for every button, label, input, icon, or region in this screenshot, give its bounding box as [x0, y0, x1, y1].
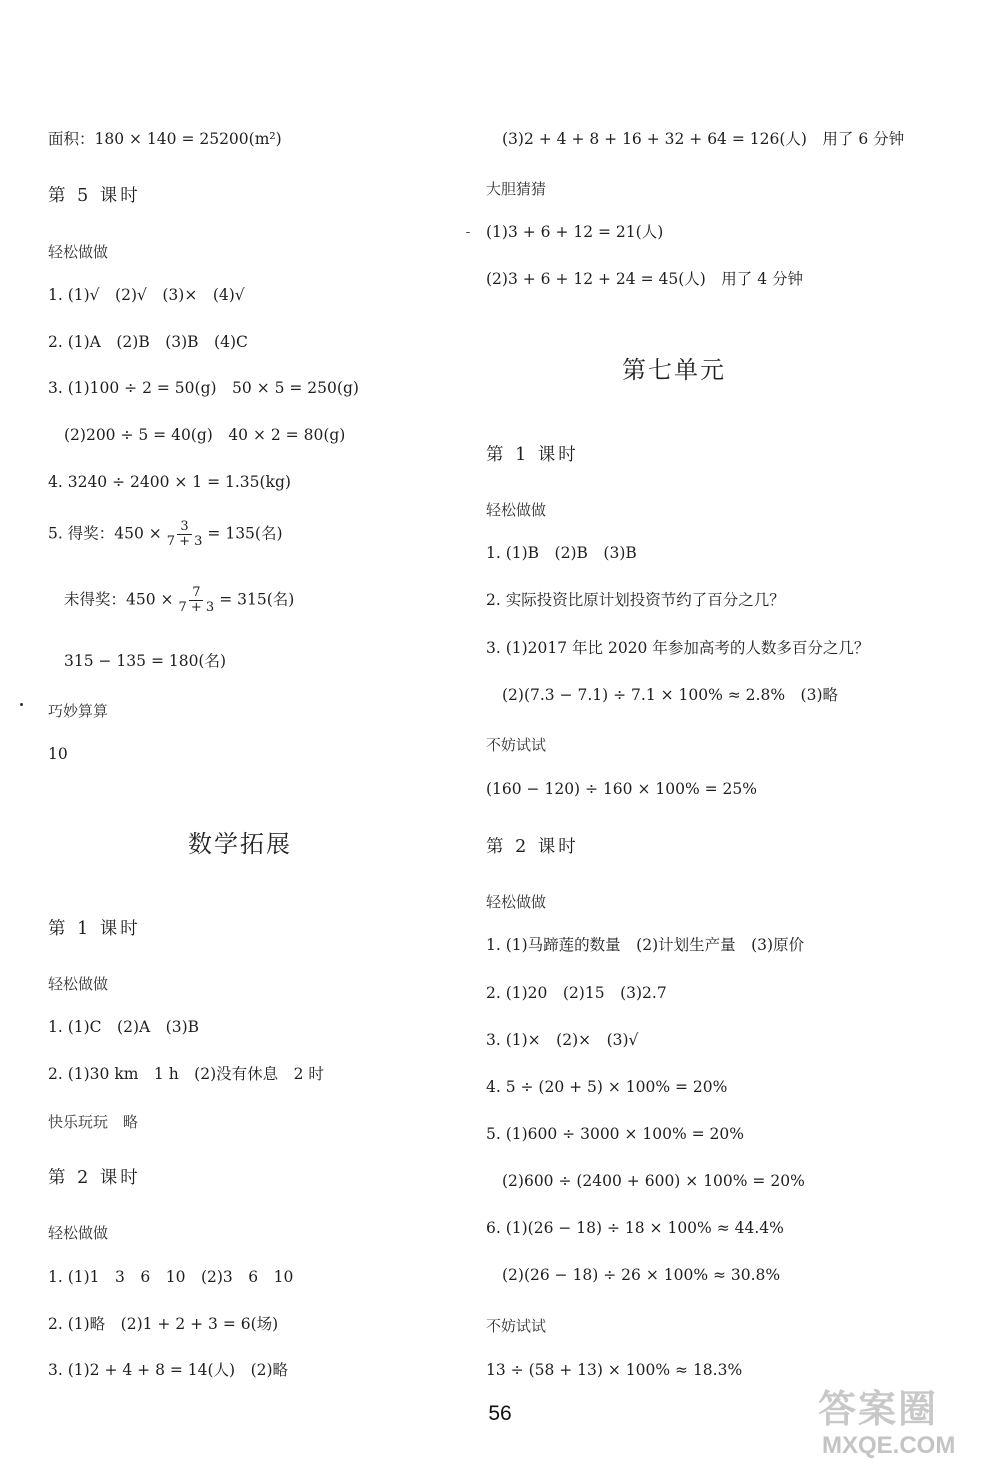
scan-speck	[20, 703, 23, 706]
answer-line: 2. 实际投资比原计划投资节约了百分之几？	[486, 591, 785, 609]
fraction-prefix: 未得奖：450 ×	[64, 590, 174, 609]
answer-line: 3. (1)× (2)× (3)√	[486, 1031, 639, 1049]
answer-line: 13 ÷ (58 + 13) × 100% ≈ 18.3%	[486, 1361, 743, 1379]
scan-speck	[466, 232, 470, 233]
answer-line: 2. (1)A (2)B (3)B (4)C	[48, 333, 248, 351]
answer-line: (1)3 + 6 + 12 = 21(人)	[486, 223, 664, 241]
answer-line: 2. (1)30 km 1 h (2)没有休息 2 时	[48, 1065, 324, 1083]
left-column	[48, 0, 508, 1400]
unit-title-math-extension: 数学拓展	[188, 830, 292, 858]
section-try-it: 不妨试试	[486, 736, 547, 754]
fraction-prefix: 5. 得奖：450 ×	[48, 524, 162, 543]
answer-line: 4. 5 ÷ (20 + 5) × 100% = 20%	[486, 1078, 728, 1096]
lesson-1-title: 第 1 课时	[48, 919, 141, 939]
answer-line: 3. (1)2 + 4 + 8 = 14(人) (2)略	[48, 1361, 289, 1379]
answer-line: 5. (1)600 ÷ 3000 × 100% = 20%	[486, 1125, 744, 1143]
answer-line-fraction	[64, 586, 294, 615]
section-easy-practice: 轻松做做	[48, 975, 109, 993]
section-try-it: 不妨试试	[486, 1317, 547, 1335]
section-easy-practice: 轻松做做	[48, 1224, 109, 1242]
answer-line: (2)600 ÷ (2400 + 600) × 100% = 20%	[502, 1172, 805, 1190]
answer-line: (160 − 120) ÷ 160 × 100% = 25%	[486, 780, 757, 798]
section-clever-calc: 巧妙算算	[48, 702, 109, 720]
answer-line: 10	[48, 745, 68, 763]
lesson-5-title: 第 5 课时	[48, 186, 141, 206]
answer-line-fraction	[48, 520, 283, 549]
fraction-numerator: 3	[177, 520, 191, 535]
area-answer: 面积：180 × 140 = 25200(m²)	[48, 130, 282, 148]
answer-line: 2. (1)略 (2)1 + 2 + 3 = 6(场)	[48, 1315, 279, 1333]
answer-line: 3. (1)2017 年比 2020 年参加高考的人数多百分之几？	[486, 639, 870, 657]
answer-line: (2)3 + 6 + 12 + 24 = 45(人) 用了 4 分钟	[486, 270, 804, 288]
answer-line: 4. 3240 ÷ 2400 × 1 = 1.35(kg)	[48, 473, 291, 491]
lesson-2-title: 第 2 课时	[486, 837, 579, 857]
watermark-logo: 答案圈	[818, 1386, 939, 1431]
section-bold-guess: 大胆猜猜	[486, 180, 547, 198]
section-easy-practice: 轻松做做	[486, 501, 547, 519]
fraction-numerator: 7	[189, 586, 203, 601]
answer-line: (2)(7.3 − 7.1) ÷ 7.1 × 100% ≈ 2.8% (3)略	[502, 686, 839, 704]
answer-line: (2)200 ÷ 5 = 40(g) 40 × 2 = 80(g)	[64, 426, 346, 444]
fraction-suffix: = 135(名)	[207, 524, 283, 543]
page-number: 56	[488, 1402, 512, 1425]
lesson-2-title: 第 2 课时	[48, 1168, 141, 1188]
answer-line: 315 − 135 = 180(名)	[64, 652, 227, 670]
answer-line: 6. (1)(26 − 18) ÷ 18 × 100% ≈ 44.4%	[486, 1219, 784, 1237]
section-easy-practice: 轻松做做	[48, 243, 109, 261]
unit-title-unit-seven: 第七单元	[622, 356, 726, 384]
fraction	[164, 520, 206, 549]
answer-line: (2)(26 − 18) ÷ 26 × 100% ≈ 30.8%	[502, 1266, 781, 1284]
fraction-suffix: = 315(名)	[219, 590, 295, 609]
answer-line: 2. (1)20 (2)15 (3)2.7	[486, 984, 667, 1002]
answer-line: (3)2 + 4 + 8 + 16 + 32 + 64 = 126(人) 用了 6 分钟	[502, 130, 905, 148]
lesson-1-title: 第 1 课时	[486, 445, 579, 465]
fraction-denominator: 7 + 3	[166, 534, 203, 549]
watermark-url: MXQE.COM	[822, 1432, 956, 1459]
watermark	[818, 1378, 993, 1466]
answer-line: 1. (1)√ (2)√ (3)× (4)√	[48, 286, 245, 304]
right-column	[486, 0, 946, 1400]
fraction	[176, 586, 218, 615]
answer-line: 1. (1)B (2)B (3)B	[486, 544, 637, 562]
answer-line: 1. (1)马蹄莲的数量 (2)计划生产量 (3)原价	[486, 936, 805, 954]
fraction-denominator: 7 + 3	[178, 600, 215, 615]
section-easy-practice: 轻松做做	[486, 893, 547, 911]
answer-line: 1. (1)1 3 6 10 (2)3 6 10	[48, 1268, 294, 1286]
answer-line: 1. (1)C (2)A (3)B	[48, 1018, 200, 1036]
section-happy-play: 快乐玩玩 略	[48, 1113, 139, 1131]
answer-line: 3. (1)100 ÷ 2 = 50(g) 50 × 5 = 250(g)	[48, 379, 359, 397]
